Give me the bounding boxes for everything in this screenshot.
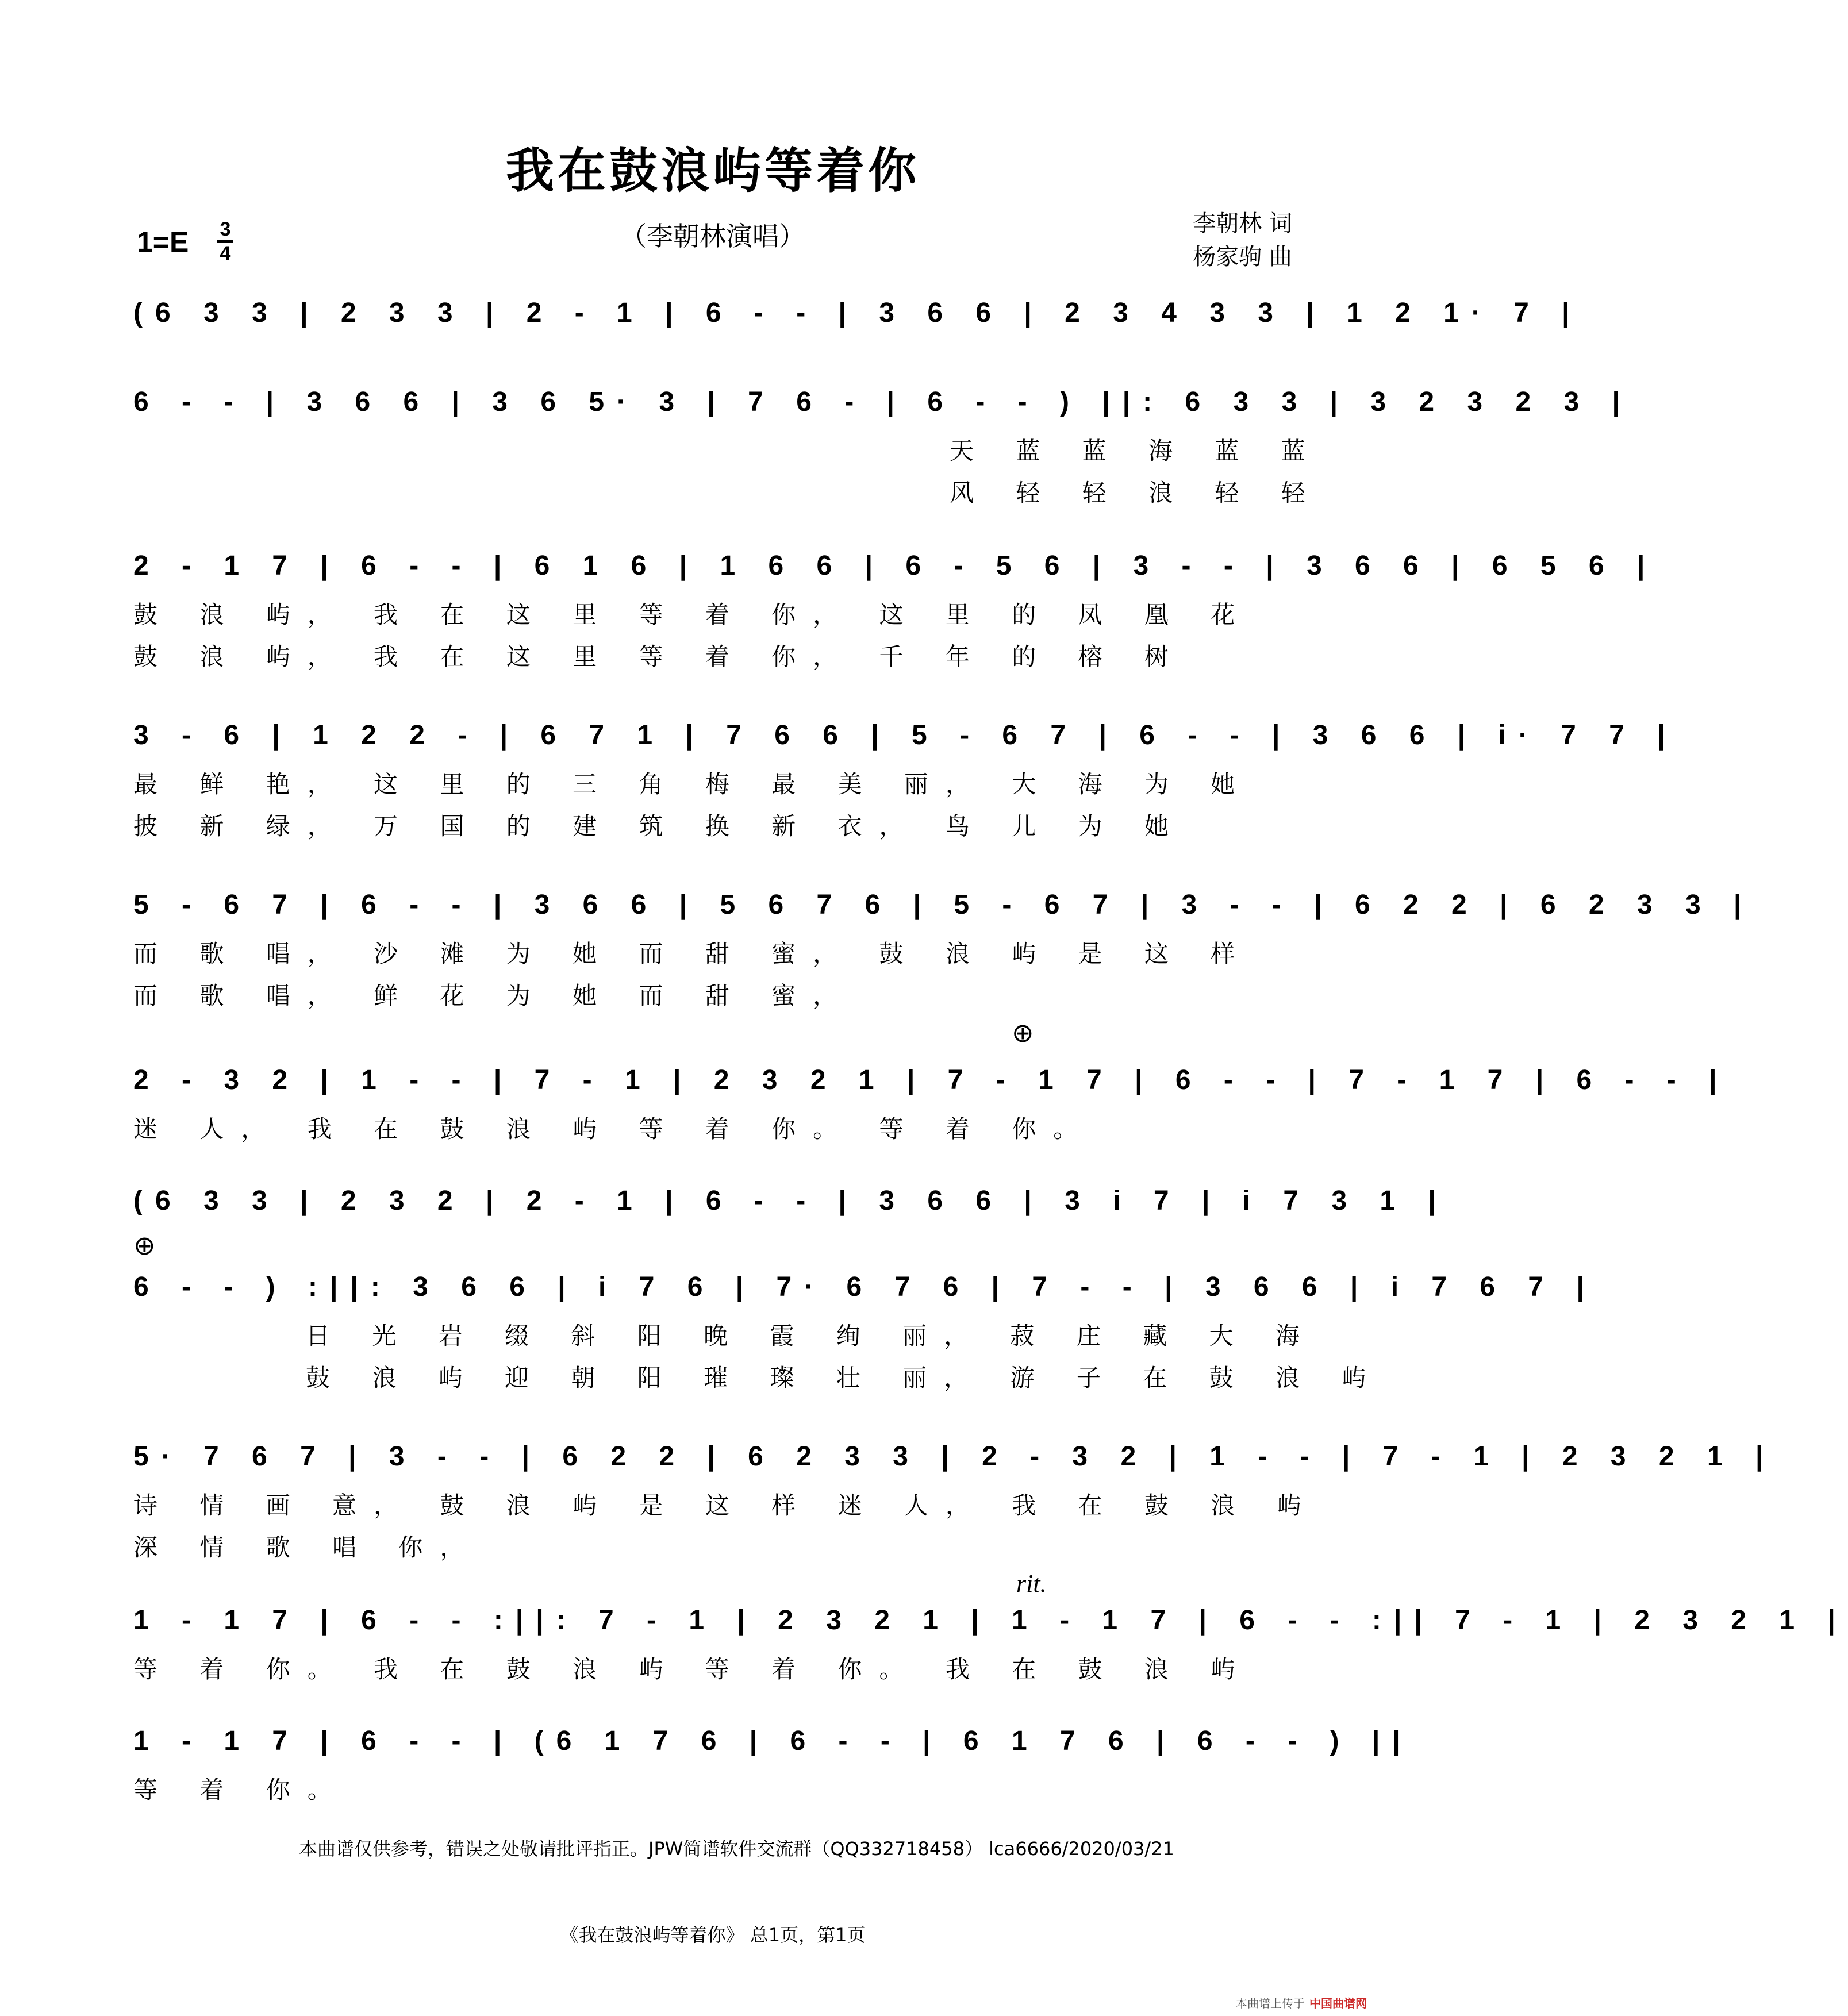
notes-line-11: 1 - 1 7 | 6 - - | (6 1 7 6 | 6 - - | 6 1 7 6 | 6 - - ) || [133, 1726, 1413, 1756]
notes-line-6: 2 - 3 2 | 1 - - | 7 - 1 | 2 3 2 1 | 7 - 1 7 | 6 - - | 7 - 1 7 | 6 - - | [133, 1065, 1730, 1095]
lyric-line-3-verse-2: 鼓 浪 屿， 我 在 这 里 等 着 你， 千 年 的 榕 树 [133, 642, 1186, 671]
notes-line-7: (6 3 3 | 2 3 2 | 2 - 1 | 6 - - | 3 6 6 | 3 i 7 | i 7 3 1 | [133, 1186, 1449, 1216]
song-title: 我在鼓浪屿等着你 [505, 142, 920, 199]
lyric-line-9-verse-2: 深 情 歌 唱 你， [133, 1533, 482, 1561]
credits [1193, 207, 1292, 274]
lyric-line-8-verse-1: 日 光 岩 缀 斜 阳 晚 霞 绚 丽， 菽 庄 藏 大 海 [306, 1322, 1317, 1350]
footer-note: 本曲谱仅供参考，错误之处敬请批评指正。JPW简谱软件交流群（QQ332718458） lca6666/2020/03/21 [299, 1838, 1174, 1860]
time-signature [217, 218, 233, 264]
notes-line-10: 1 - 1 7 | 6 - - :||: 7 - 1 | 2 3 2 1 | 1 - 1 7 | 6 - - :|| 7 - 1 | 2 3 2 1 | [133, 1605, 1848, 1636]
time-signature-bottom: 4 [220, 243, 231, 264]
upload-text: 本曲谱上传于 [1236, 1996, 1305, 2010]
coda-symbol-2: ⊕ [133, 1230, 156, 1261]
lyric-line-2-verse-1: 天 蓝 蓝 海 蓝 蓝 [950, 437, 1323, 465]
lyric-line-6-verse-1: 迷 人， 我 在 鼓 浪 屿 等 着 你。 等 着 你。 [133, 1115, 1095, 1143]
lyric-line-2-verse-2: 风 轻 轻 浪 轻 轻 [950, 479, 1323, 507]
performer-subtitle: （李朝林演唱） [620, 221, 805, 252]
lyric-line-4-verse-2: 披 新 绿， 万 国 的 建 筑 换 新 衣， 鸟 儿 为 她 [133, 812, 1186, 840]
composer: 杨家驹 曲 [1193, 244, 1292, 270]
notes-line-1: (6 3 3 | 2 3 3 | 2 - 1 | 6 - - | 3 6 6 | 2 3 4 3 3 | 1 2 1· 7 | [133, 298, 1582, 328]
time-signature-top: 3 [220, 218, 231, 240]
notes-line-9: 5· 7 6 7 | 3 - - | 6 2 2 | 6 2 3 3 | 2 - 3 2 | 1 - - | 7 - 1 | 2 3 2 1 | [133, 1441, 1776, 1472]
ritardando-mark: rit. [1016, 1569, 1047, 1598]
lyric-line-11-verse-1: 等 着 你。 [133, 1776, 349, 1804]
notes-line-5: 5 - 6 7 | 6 - - | 3 6 6 | 5 6 7 6 | 5 - 6 7 | 3 - - | 6 2 2 | 6 2 3 3 | [133, 890, 1754, 920]
lyric-line-8-verse-2: 鼓 浪 屿 迎 朝 阳 璀 璨 壮 丽， 游 子 在 鼓 浪 屿 [306, 1364, 1384, 1392]
lyricist: 李朝林 词 [1193, 210, 1292, 237]
notes-line-4: 3 - 6 | 1 2 2 - | 6 7 1 | 7 6 6 | 5 - 6 7 | 6 - - | 3 6 6 | i· 7 7 | [133, 720, 1678, 751]
key-signature: 1=E [137, 226, 189, 258]
notes-line-2: 6 - - | 3 6 6 | 3 6 5· 3 | 7 6 - | 6 - - ) ||: 6 3 3 | 3 2 3 2 3 | [133, 387, 1632, 417]
brand-logo: 中国曲谱网 [1309, 1996, 1367, 2010]
lyric-line-10-verse-1: 等 着 你。 我 在 鼓 浪 屿 等 着 你。 我 在 鼓 浪 屿 [133, 1655, 1253, 1683]
notes-line-8: 6 - - ) :||: 3 6 6 | i 7 6 | 7· 6 7 6 | 7 - - | 3 6 6 | i 7 6 7 | [133, 1272, 1597, 1302]
lyric-line-4-verse-1: 最 鲜 艳， 这 里 的 三 角 梅 最 美 丽， 大 海 为 她 [133, 770, 1253, 798]
lyric-line-3-verse-1: 鼓 浪 屿， 我 在 这 里 等 着 你， 这 里 的 凤 凰 花 [133, 601, 1253, 629]
lyric-line-9-verse-1: 诗 情 画 意， 鼓 浪 屿 是 这 样 迷 人， 我 在 鼓 浪 屿 [133, 1491, 1319, 1519]
coda-symbol: ⊕ [1012, 1017, 1034, 1048]
upload-watermark [1236, 1993, 1414, 2011]
notes-line-3: 2 - 1 7 | 6 - - | 6 1 6 | 1 6 6 | 6 - 5 6 | 3 - - | 3 6 6 | 6 5 6 | [133, 551, 1658, 581]
lyric-line-5-verse-1: 而 歌 唱， 沙 滩 为 她 而 甜 蜜， 鼓 浪 屿 是 这 样 [133, 940, 1253, 968]
lyric-line-5-verse-2: 而 歌 唱， 鲜 花 为 她 而 甜 蜜， [133, 982, 855, 1010]
page-info: 《我在鼓浪屿等着你》 总1页，第1页 [560, 1924, 866, 1946]
